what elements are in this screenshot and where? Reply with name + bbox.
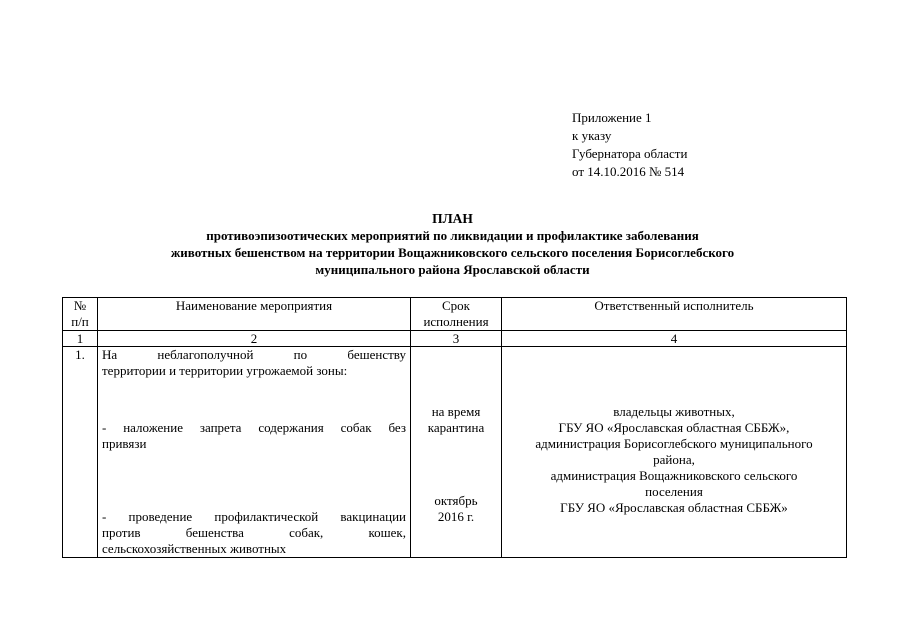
resp-line-1: владельцы животных, — [613, 404, 735, 419]
item1-line-2: привязи — [102, 436, 147, 451]
term-cell — [411, 347, 502, 558]
plan-table — [62, 297, 847, 558]
header-num-line-2: п/п — [71, 314, 89, 329]
header-term — [411, 298, 502, 331]
term2-line-2: 2016 г. — [437, 509, 475, 524]
appendix-line-4: от 14.10.2016 № 514 — [572, 164, 685, 179]
resp-line-6: поселения — [645, 484, 703, 499]
title-line-3: муниципального района Ярославской области — [315, 262, 590, 277]
header-name: Наименование мероприятия — [98, 298, 411, 331]
header-term-line-2: исполнения — [423, 314, 489, 329]
title-line-1: противоэпизоотических мероприятий по ликвидации и профилактике заболевания — [206, 228, 699, 243]
item2-line-2: против бешенства собак, кошек, — [102, 525, 406, 540]
intro-line-2: территории и территории угрожаемой зоны: — [102, 363, 348, 378]
appendix-line-1: Приложение 1 — [572, 110, 652, 125]
item2-line-1: - проведение профилактической вакцинации — [102, 509, 406, 524]
column-number-3: 3 — [411, 331, 502, 347]
header-num — [63, 298, 98, 331]
item1-line-1: - наложение запрета содержания собак без — [102, 420, 406, 435]
resp-line-4: района, — [653, 452, 695, 467]
resp-line-2: ГБУ ЯО «Ярославская областная СББЖ», — [558, 420, 790, 435]
table-row — [63, 347, 847, 558]
row-number: 1. — [63, 347, 98, 558]
title-line-2: животных бешенством на территории Вощажниковского сельского поселения Борисоглебского — [170, 245, 735, 260]
measure-name-cell — [98, 347, 411, 558]
appendix-line-2: к указу — [572, 128, 612, 143]
resp-line-7: ГБУ ЯО «Ярославская областная СББЖ» — [560, 500, 788, 515]
appendix-block — [572, 109, 687, 181]
column-number-row — [63, 331, 847, 347]
resp-line-3: администрация Борисоглебского муниципального — [535, 436, 813, 451]
appendix-line-3: Губернатора области — [572, 146, 688, 161]
header-responsible: Ответственный исполнитель — [502, 298, 847, 331]
term2-line-1: октябрь — [434, 493, 478, 508]
table-header-row — [63, 298, 847, 331]
intro-line-1: На неблагополучной по бешенству — [102, 347, 406, 362]
term1-line-2: карантина — [427, 420, 485, 435]
title-heading: ПЛАН — [432, 211, 473, 226]
column-number-4: 4 — [502, 331, 847, 347]
document-title — [100, 210, 805, 278]
resp-line-5: администрация Вощажниковского сельского — [550, 468, 798, 483]
item2-line-3: сельскохозяйственных животных — [102, 541, 287, 556]
column-number-1: 1 — [63, 331, 98, 347]
header-num-line-1: № — [73, 298, 87, 313]
term1-line-1: на время — [431, 404, 481, 419]
column-number-2: 2 — [98, 331, 411, 347]
responsible-cell — [502, 347, 847, 558]
header-term-line-1: Срок — [442, 298, 470, 313]
